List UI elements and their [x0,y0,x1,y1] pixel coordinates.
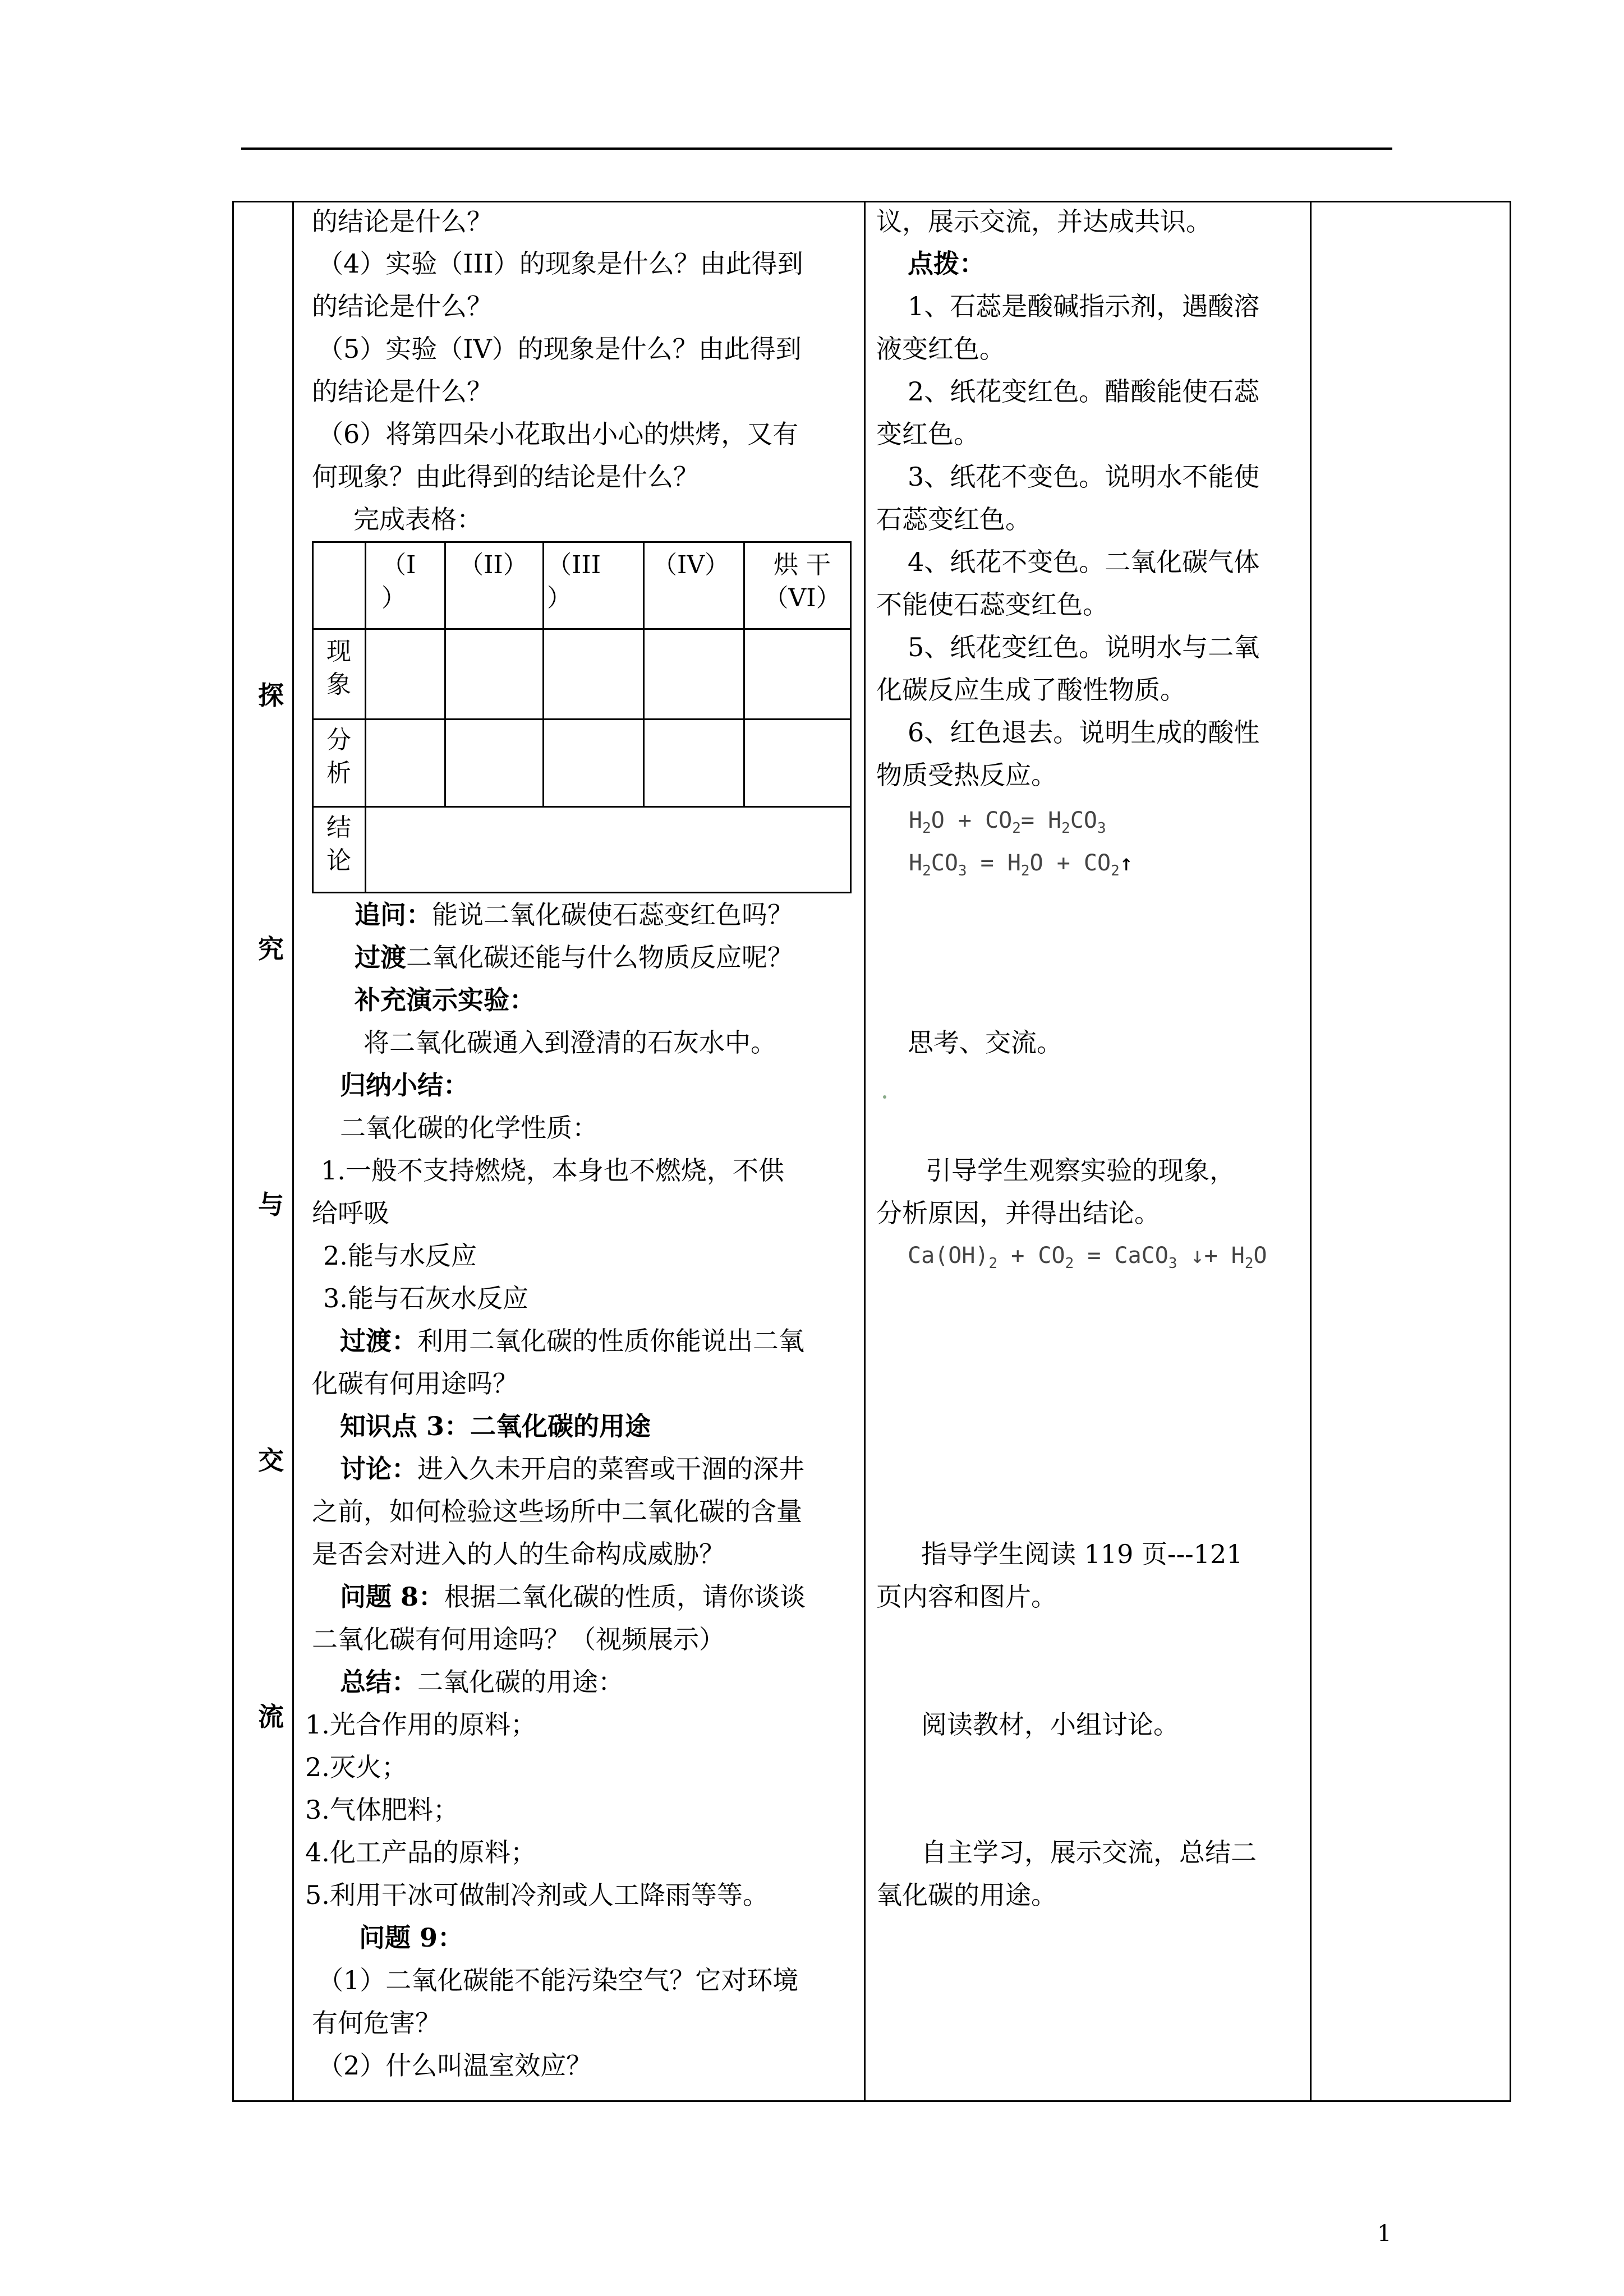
col1-line: 过渡二氧化碳还能与什么物质反应呢？ [355,942,793,972]
col2-line: 变红色。 [876,419,979,449]
page-number: 1 [1377,2221,1392,2247]
stage-char-2: 究 [258,934,284,964]
col1-line: 问题 8：根据二氧化碳的性质，请你谈谈 [340,1582,806,1612]
stage-char-3: 与 [258,1190,284,1220]
column-divider-1 [292,201,294,2102]
col2-line: 指导学生阅读 119 页---121 [921,1539,1243,1569]
col2-line: 1、石蕊是酸碱指示剂，遇酸溶 [908,291,1260,321]
col1-line: 的结论是什么？ [312,376,493,407]
col1-line: 完成表格： [353,504,482,534]
table-header-i: （I ） [381,551,416,613]
col1-line: 3.能与石灰水反应 [323,1283,528,1313]
header-rule [241,147,1392,150]
col1-line: 补充演示实验： [355,985,535,1015]
col1-line: （5）实验（IV）的现象是什么？由此得到 [318,334,802,364]
col2-line: 自主学习，展示交流，总结二 [921,1837,1257,1868]
col2-line: 化碳反应生成了酸性物质。 [876,675,1186,705]
col1-line: 4.化工产品的原料； [305,1837,536,1868]
col1-line: 2.灭火； [305,1752,407,1782]
col1-line: 二氧化碳有何用途吗？（视频展示） [312,1624,725,1654]
table-row-analysis: 分 析 [326,726,351,788]
col2-line: 分析原因，并得出结论。 [876,1198,1160,1228]
col1-line: 过渡：利用二氧化碳的性质你能说出二氧 [340,1326,804,1356]
col1-line: （1）二氧化碳能不能污染空气？它对环境 [318,1965,799,1995]
col2-line: 氧化碳的用途。 [876,1880,1057,1910]
table-col-line [743,541,745,807]
col2-line: 思考、交流。 [908,1027,1062,1058]
column-divider-2 [864,201,866,2102]
col1-line: 将二氧化碳通入到澄清的石灰水中。 [364,1027,776,1058]
col1-line: 归纳小结： [340,1070,469,1100]
col1-line: 二氧化碳的化学性质： [340,1113,598,1143]
col2-line: 4、纸花不变色。二氧化碳气体 [908,547,1260,577]
col2-line: 议，展示交流，并达成共识。 [876,206,1212,237]
col1-line: 总结：二氧化碳的用途： [340,1667,624,1697]
col1-line: 问题 9： [359,1922,464,1953]
formula-3: $Ca(OH)_2 + CO_2$ = CaCO$_3$ ↓+ $H_2O$ [908,1243,1267,1272]
col2-line: 点拨： [908,248,985,279]
col2-line: 3、纸花不变色。说明水不能使 [908,462,1260,492]
col1-line: （4）实验（III）的现象是什么？由此得到 [318,248,803,279]
table-col-line [444,541,446,807]
col1-line: 何现象？由此得到的结论是什么？ [312,462,699,492]
col1-line: （2）什么叫温室效应？ [318,2050,592,2081]
stage-char-1: 探 [258,680,284,711]
col1-line: 5.利用干冰可做制冷剂或人工降雨等等。 [305,1880,769,1910]
table-col-line [365,541,366,893]
col1-line: 2.能与水反应 [323,1241,477,1271]
col1-line: 讨论：进入久未开启的菜窖或干涸的深井 [340,1454,804,1484]
col2-line: 物质受热反应。 [876,760,1057,790]
col2-line: 引导学生观察实验的现象， [926,1155,1235,1186]
table-header-ii: （II） [459,551,528,579]
col1-line: 1.光合作用的原料； [305,1709,536,1740]
table-col-line [643,541,645,807]
table-header-iii: （III ） [547,551,601,613]
table-row-line [312,628,852,630]
col2-line: 石蕊变红色。 [876,504,1031,534]
col1-line: （6）将第四朵小花取出小心的烘烤，又有 [318,419,799,449]
stray-mark [883,1095,886,1099]
table-col-line [542,541,544,807]
col1-line: 1.一般不支持燃烧，本身也不燃烧，不供 [321,1155,784,1186]
col1-line: 是否会对进入的人的生命构成威胁？ [312,1539,725,1569]
table-header-iv: （IV） [652,551,730,579]
table-row-conclusion: 结 论 [326,813,351,875]
col2-line: 6、红色退去。说明生成的酸性 [908,717,1260,748]
col2-line: 液变红色。 [876,334,1005,364]
table-row-line [312,806,852,808]
col1-line: 追问：能说二氧化碳使石蕊变红色吗？ [355,900,793,930]
formula-1: $H_2O + CO_2= H_2CO_3$ [909,808,1106,837]
col2-line: 不能使石蕊变红色。 [876,589,1108,620]
col2-line: 阅读教材，小组讨论。 [921,1709,1179,1740]
col1-line: 的结论是什么？ [312,291,493,321]
table-row-phenomenon: 现 象 [326,637,351,699]
col2-line: 页内容和图片。 [876,1582,1057,1612]
table-header-dry: 烘 干 （VI） [763,551,841,613]
col1-line: 知识点 3：二氧化碳的用途 [340,1411,651,1441]
stage-char-4: 交 [258,1445,284,1476]
col2-line: 5、纸花变红色。说明水与二氧 [908,632,1260,662]
col1-line: 化碳有何用途吗？ [312,1368,518,1399]
formula-2: $H_2CO_3 = H_2O$ + $CO_2↑$ [909,850,1133,879]
col1-line: 的结论是什么？ [312,206,493,237]
stage-char-5: 流 [258,1702,284,1732]
table-row-line [312,718,852,720]
col1-line: 给呼吸 [312,1198,389,1228]
col2-line: 2、纸花变红色。醋酸能使石蕊 [908,376,1260,407]
col1-line: 3.气体肥料； [305,1795,459,1825]
col1-line: 之前，如何检验这些场所中二氧化碳的含量 [312,1496,802,1527]
col1-line: 有何危害？ [312,2008,441,2038]
column-divider-3 [1310,201,1312,2102]
